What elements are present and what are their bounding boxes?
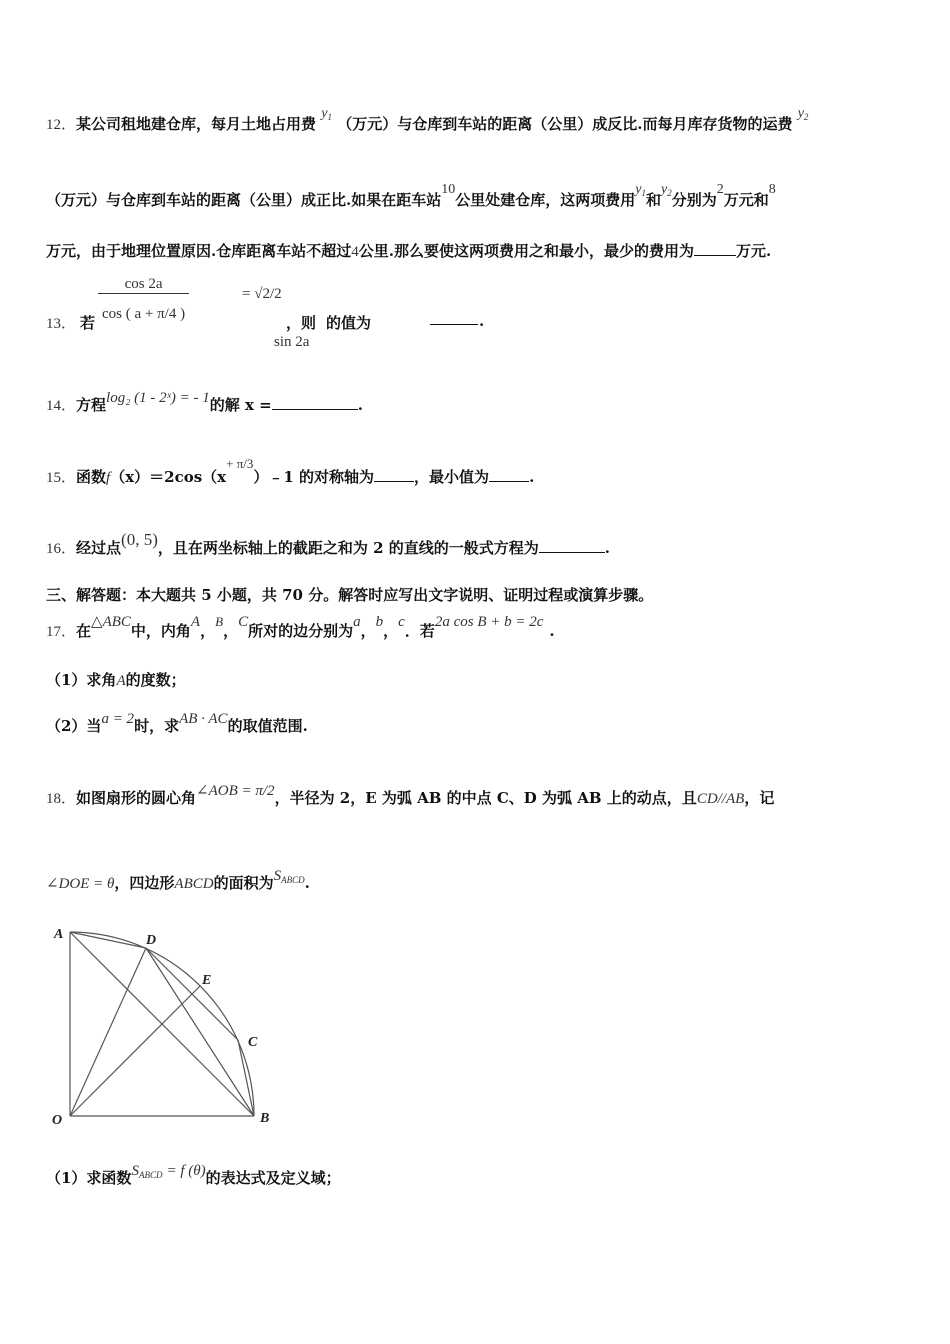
- q17-side-b: b: [375, 614, 384, 630]
- q17-end: .: [549, 622, 555, 640]
- q18-sub1-text-b: 的表达式及定义域；: [205, 1169, 341, 1187]
- q13-fraction: [98, 276, 189, 323]
- q13-text-2: ，则: [286, 314, 317, 332]
- segment-DB: [146, 948, 254, 1116]
- q12-text-8: 公里.那么要使这两项费用之和最小，最少的费用为: [358, 242, 694, 260]
- q12-answer-blank: [694, 243, 736, 256]
- q14-expr: log₂ (1 - 2ˣ) = - 1: [106, 390, 210, 406]
- figure-label-B: B: [260, 1111, 270, 1126]
- q17-number: 17．: [46, 624, 77, 640]
- q16-line: [46, 530, 610, 558]
- q17-text-2: 中，内角: [130, 622, 191, 640]
- q18-number: 18．: [46, 791, 77, 807]
- q17-line: 17．在△ABC中，内角A，B，C所对的边分别为a，b，c．若2a cos B + b = 2c .: [46, 614, 555, 640]
- q18-line2: [46, 868, 310, 893]
- q17-text-4: ．若: [404, 622, 435, 640]
- q12-ten: 10: [441, 182, 456, 197]
- q15-text-3: ）﹣1 的对称轴为: [253, 468, 375, 486]
- q18-text-6: 的面积为: [213, 874, 274, 892]
- q17-sub1-text-b: 的度数；: [125, 671, 186, 689]
- q18-text-2: ，半径为 2，: [274, 789, 366, 807]
- q14-number: 14．: [46, 398, 77, 414]
- q18-text-5: ，四边形: [114, 874, 175, 892]
- sector-figure: [46, 918, 286, 1138]
- q12-and: 和: [645, 191, 661, 209]
- q17-sub2: [46, 711, 308, 736]
- q13-text-3: 的值为: [326, 314, 372, 332]
- q18-parallel: CD//AB: [696, 791, 745, 807]
- q18-end: .: [304, 874, 310, 892]
- segment-OE: [70, 986, 200, 1116]
- q16-text-1: 经过点: [76, 539, 122, 557]
- q17-angle-A: A: [190, 614, 201, 630]
- figure-label-C: C: [248, 1035, 258, 1050]
- figure-label-A: A: [54, 927, 64, 942]
- q18-sub1-expr: = f (θ): [166, 1163, 206, 1179]
- q12-four: 4: [351, 244, 359, 260]
- q16-point: (0, 5): [121, 530, 158, 549]
- q12-text-1: 某公司租地建仓库，每月土地占用费: [76, 115, 317, 133]
- q12-text-5: 分别为: [671, 191, 717, 209]
- q14-text-2: 的解 x =: [209, 396, 272, 414]
- figure-label-D: D: [146, 933, 157, 948]
- q14-end: .: [357, 396, 363, 414]
- q13-numerator: cos 2a: [124, 276, 163, 292]
- q15-text-2: （x）＝2cos（x: [110, 468, 227, 486]
- q17-sub1-A: A: [116, 673, 126, 689]
- q18-abcd: ABCD: [174, 876, 214, 892]
- q16-number: 16．: [46, 541, 77, 557]
- q12-y1b: $y_1$: [635, 182, 646, 198]
- q17-sub2-text-b: 时，求: [134, 717, 180, 735]
- q13-end: .: [479, 312, 485, 330]
- q17-sub2-text: （2）当: [46, 717, 102, 735]
- q18-area-symbol: $S_{ABCD}$: [273, 868, 305, 885]
- section-3-heading: 三、解答题：本大题共 5 小题，共 70 分。解答时应写出文字说明、证明过程或演算步骤。: [46, 586, 654, 604]
- q17-sub2-text-c: 的取值范围.: [227, 717, 308, 735]
- q13-number: 13．: [46, 316, 77, 332]
- q12-two: 2: [716, 182, 724, 197]
- q12-number: 12．: [46, 117, 77, 133]
- q18-sub1-text: （1）求函数: [46, 1169, 132, 1187]
- q18-angle: ∠AOB = π/2: [196, 783, 275, 799]
- q17-sub1: [46, 669, 186, 690]
- q12-text-7: 万元，由于地理位置原因.仓库距离车站不超过: [46, 242, 352, 260]
- q17-sub1-text: （1）求角: [46, 671, 117, 689]
- q18-sub1: [46, 1163, 341, 1188]
- q18-line1: [46, 783, 775, 808]
- q14-line: [46, 390, 363, 415]
- segment-OD: [70, 948, 146, 1116]
- q12-y1: $y_1$: [321, 106, 332, 122]
- q15-text-1: 函数: [76, 468, 107, 486]
- figure-label-E: E: [202, 973, 212, 988]
- q15-fx: f: [106, 470, 111, 486]
- q15-end: .: [529, 468, 535, 486]
- q12-text-3: （万元）与仓库到车站的距离（公里）成正比.如果在距车站: [46, 191, 442, 209]
- q16-end: .: [604, 539, 610, 557]
- q15-text-4: ，最小值为: [414, 468, 490, 486]
- q12-y2: $y_2$: [797, 106, 809, 122]
- q14-text-1: 方程: [76, 396, 107, 414]
- q15-number: 15．: [46, 470, 77, 486]
- q12-line3: [46, 240, 771, 261]
- q17-sub2-expr: AB · AC: [179, 711, 228, 727]
- q18-text-3: E 为弧 AB 的中点 C、D 为弧 AB 上的动点，且: [365, 789, 697, 807]
- q16-text-2: ，且在两坐标轴上的截距之和为 2 的直线的一般式方程为: [157, 539, 539, 557]
- q12-text-6: 万元和: [723, 191, 769, 209]
- q17-condition: 2a cos B + b = 2c: [434, 614, 544, 630]
- q17-angle-B: B: [215, 614, 224, 629]
- q13-text-1: 若: [80, 314, 96, 332]
- q17-text-1: 在: [76, 622, 92, 640]
- q18-text-1: 如图扇形的圆心角: [76, 789, 197, 807]
- q15-answer-blank-1: [374, 469, 414, 482]
- q12-text-4: 公里处建仓库，这两项费用: [455, 191, 636, 209]
- q14-answer-blank: [272, 397, 358, 410]
- q17-side-a: a: [353, 614, 361, 630]
- q12-text-9: 万元.: [735, 242, 772, 260]
- q12-eight: 8: [768, 182, 776, 197]
- q18-doe: ∠DOE = θ: [46, 876, 115, 892]
- q12-line2: [46, 182, 776, 210]
- q16-answer-blank: [539, 540, 605, 553]
- q18-text-4: ，记: [744, 789, 775, 807]
- q13-answer-blank: [430, 312, 478, 325]
- q12-y2b: $y_2$: [660, 182, 672, 198]
- q12-line1: [46, 106, 809, 134]
- segment-AD: [70, 932, 146, 948]
- q17-text-3: 所对的边分别为: [248, 622, 354, 640]
- q13-denominator: cos ( a + π/4 ): [98, 293, 189, 323]
- q13-eq: = √2/2: [242, 286, 282, 302]
- q12-text-2: （万元）与仓库到车站的距离（公里）成反比.而每月库存货物的运费: [337, 115, 793, 133]
- q13-sin2a: sin 2a: [274, 334, 310, 350]
- q15-line: [46, 456, 535, 487]
- q17-triangle: △ABC: [91, 614, 131, 630]
- q15-plus-pi: + π/3: [226, 456, 254, 471]
- q17-angle-C: C: [238, 614, 249, 630]
- q15-answer-blank-2: [489, 469, 529, 482]
- q17-sub2-cond: a = 2: [101, 711, 135, 727]
- figure-label-O: O: [52, 1113, 63, 1128]
- q17-side-c: c: [398, 614, 405, 630]
- q18-sub1-S: $S_{ABCD}$: [131, 1163, 163, 1180]
